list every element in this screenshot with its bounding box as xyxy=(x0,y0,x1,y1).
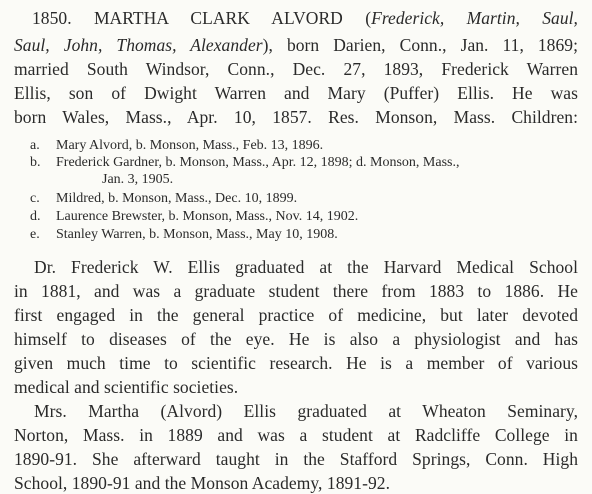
para1-line-1 xyxy=(34,259,578,277)
child-letter: a. xyxy=(30,138,40,153)
child-item-d xyxy=(30,210,358,224)
para1-line-6 xyxy=(14,379,238,397)
para1-text: Dr. Frederick W. Ellis graduated at the Harvard Medical School xyxy=(34,257,578,277)
child-letter: b. xyxy=(30,155,41,170)
marriage-info: married South Windsor, Conn., Dec. 27, 1893, Frederick Warren xyxy=(14,59,578,79)
para2-text: 1890-91. She afterward taught in the Stafford Springs, Conn. High xyxy=(14,449,578,469)
entry-line-2 xyxy=(14,37,578,55)
para1-line-4 xyxy=(14,331,578,349)
child-item-b-continued xyxy=(102,173,173,187)
child-text: Frederick Gardner, b. Monson, Mass., Apr. 12, 1898; d. Monson, Mass., xyxy=(56,155,460,170)
child-item-a xyxy=(30,139,323,153)
entry-number: 1850. xyxy=(32,8,72,28)
para1-text: in 1881, and was a graduate student there from 1883 to 1886. He xyxy=(14,281,578,301)
child-letter: e. xyxy=(30,227,40,242)
child-text: Mildred, b. Monson, Mass., Dec. 10, 1899. xyxy=(56,191,298,206)
para2-line-3 xyxy=(14,451,578,469)
husband-parents: Ellis, son of Dwight Warren and Mary (Puffer) Ellis. He was xyxy=(14,83,578,103)
entry-line-1 xyxy=(32,10,578,28)
entry-line-3 xyxy=(14,61,578,79)
husband-birth-residence: born Wales, Mass., Apr. 10, 1857. Res. Monson, Mass. Children: xyxy=(14,107,578,127)
entry-line-5 xyxy=(14,109,578,127)
para2-text: School, 1890-91 and the Monson Academy, 1891-92. xyxy=(14,473,391,493)
child-item-e xyxy=(30,228,338,242)
entry-name: MARTHA CLARK ALVORD xyxy=(93,8,343,28)
ancestry-line-2: Saul, John, Thomas, Alexander xyxy=(14,35,263,55)
para2-line-2 xyxy=(14,427,578,445)
ancestry-line-1: Frederick, Martin, Saul, xyxy=(371,8,578,28)
child-text: Mary Alvord, b. Monson, Mass., Feb. 13, 1896. xyxy=(56,138,324,153)
para2-text: Mrs. Martha (Alvord) Ellis graduated at Wheaton Seminary, xyxy=(34,401,578,421)
para2-line-4 xyxy=(14,475,390,493)
para1-text: given much time to scientific research. He is a member of various xyxy=(14,353,578,373)
para2-text: Norton, Mass. in 1889 and was a student at Radcliffe College in xyxy=(14,425,578,445)
child-letter: d. xyxy=(30,209,41,224)
child-item-b xyxy=(30,156,459,170)
para1-text: himself to diseases of the eye. He is also a physiologist and has xyxy=(14,329,578,349)
birth-info: , born Darien, Conn., Jan. 11, 1869; xyxy=(268,35,578,55)
entry-line-2-text xyxy=(14,37,578,55)
para1-text: first engaged in the general practice of medicine, but later devoted xyxy=(14,305,578,325)
para1-line-3 xyxy=(14,307,578,325)
ancestry-close: ) xyxy=(262,35,269,55)
ancestry-open: ( xyxy=(365,8,372,28)
para1-text: medical and scientific societies. xyxy=(14,377,239,397)
entry-line-1-text xyxy=(32,10,578,28)
child-text: Laurence Brewster, b. Monson, Mass., Nov. 14, 1902. xyxy=(56,209,359,224)
entry-line-4 xyxy=(14,85,578,103)
para2-line-1 xyxy=(34,403,578,421)
para1-line-2 xyxy=(14,283,578,301)
child-text-continued: Jan. 3, 1905. xyxy=(102,172,174,187)
para1-line-5 xyxy=(14,355,578,373)
child-item-c xyxy=(30,192,297,206)
child-text: Stanley Warren, b. Monson, Mass., May 10, 1908. xyxy=(56,227,338,242)
child-letter: c. xyxy=(30,191,40,206)
